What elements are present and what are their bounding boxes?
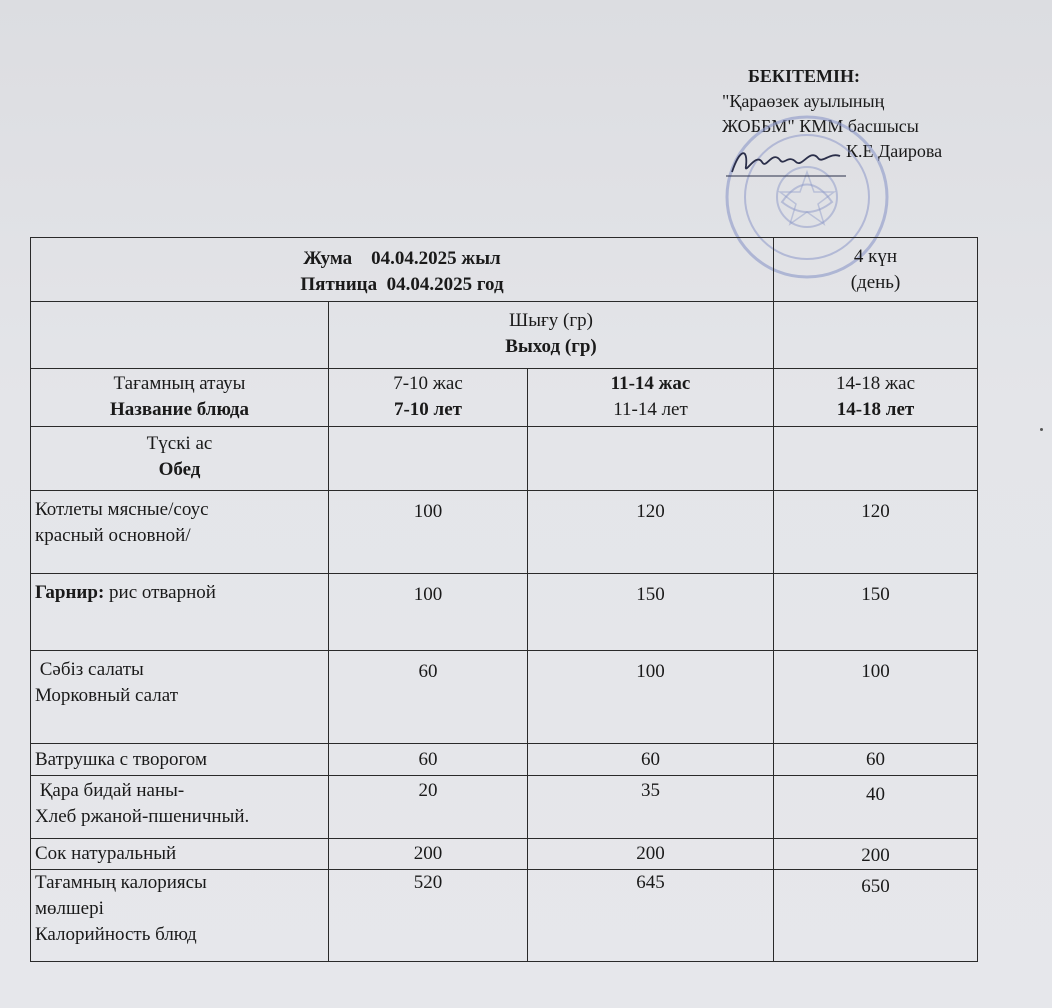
age-14-18-header: [774, 369, 978, 427]
table-row: [31, 870, 978, 962]
dish-line: Котлеты мясные/соус: [35, 499, 209, 520]
date-kz: Жума 04.04.2025 жыл: [303, 248, 501, 269]
table-row: [31, 491, 978, 574]
portion-11-14: 100: [528, 651, 774, 744]
meal-kz: Түскі ас: [146, 433, 213, 454]
portion-14-18: 100: [774, 651, 978, 744]
dish-line: Сок натуральный: [35, 843, 177, 864]
portion-11-14: 60: [528, 744, 774, 776]
portion-7-10: 100: [329, 574, 528, 651]
empty-cell: [528, 427, 774, 491]
age-11-14-ru: 11-14 лет: [613, 399, 688, 420]
age-11-14-header: [528, 369, 774, 427]
approval-signer: К.Е Даирова: [846, 141, 943, 161]
portion-11-14: 645: [528, 870, 774, 962]
approval-line-1: "Қараөзек ауылының: [722, 91, 885, 111]
dish-name-header-ru: Название блюда: [110, 399, 249, 420]
output-ru: Выход (гр): [505, 336, 597, 357]
portion-14-18: 60: [774, 744, 978, 776]
menu-table: [30, 237, 978, 962]
table-row: [31, 574, 978, 651]
dish-line: Калорийность блюд: [35, 924, 197, 945]
portion-14-18: 120: [774, 491, 978, 574]
empty-cell: [329, 427, 528, 491]
dish-name: [31, 574, 329, 651]
dish-name: [31, 870, 329, 962]
portion-7-10: 100: [329, 491, 528, 574]
output-cell: [329, 302, 774, 369]
empty-cell: [774, 427, 978, 491]
portion-14-18: 650: [774, 870, 978, 962]
portion-7-10: 200: [329, 839, 528, 870]
portion-14-18: 200: [774, 839, 978, 870]
meal-cell: [31, 427, 329, 491]
portion-11-14: 150: [528, 574, 774, 651]
portion-14-18: 150: [774, 574, 978, 651]
dish-line: рис отварной: [104, 582, 216, 603]
age-7-10-kz: 7-10 жас: [393, 373, 463, 394]
age-14-18-ru: 14-18 лет: [836, 399, 915, 420]
dish-prefix: Гарнир:: [35, 582, 105, 603]
meal-ru: Обед: [158, 459, 201, 480]
date-cell: [31, 238, 774, 302]
portion-7-10: 60: [329, 651, 528, 744]
portion-7-10: 60: [329, 744, 528, 776]
approval-title: БЕКІТЕМІН:: [748, 66, 860, 86]
dish-line: Хлеб ржаной-пшеничный.: [35, 806, 250, 827]
empty-cell: [774, 302, 978, 369]
table-row: [31, 651, 978, 744]
meal-row: [31, 427, 978, 491]
age-14-18-kz: 14-18 жас: [835, 373, 916, 394]
dish-line: Морковный салат: [35, 685, 179, 706]
date-ru: Пятница 04.04.2025 год: [300, 274, 504, 295]
age-7-10-header: [329, 369, 528, 427]
dish-name: [31, 491, 329, 574]
table-row: [31, 839, 978, 870]
portion-7-10: 20: [329, 776, 528, 839]
output-kz: Шығу (гр): [509, 310, 593, 331]
portion-11-14: 200: [528, 839, 774, 870]
table-row: [31, 744, 978, 776]
signature-icon: [726, 140, 846, 180]
dish-name-header: [31, 369, 329, 427]
portion-11-14: 35: [528, 776, 774, 839]
dish-name: [31, 651, 329, 744]
day-number-kz: 4 күн: [853, 246, 898, 267]
dish-line: Тағамның калориясы: [35, 872, 207, 893]
paper-speck: [1040, 428, 1043, 431]
dish-name: [31, 776, 329, 839]
approval-line-2: ЖОББМ" КММ басшысы: [722, 116, 919, 136]
day-number-ru: (день): [850, 272, 901, 293]
dish-line: Қара бидай наны-: [35, 780, 185, 801]
dish-line: Сәбіз салаты: [35, 659, 144, 680]
dish-name: [31, 744, 329, 776]
dish-line: красный основной/: [35, 525, 191, 546]
dish-name-header-kz: Тағамның атауы: [113, 373, 246, 394]
column-header-row: [31, 369, 978, 427]
age-11-14-kz: 11-14 жас: [610, 373, 691, 394]
date-row: [31, 238, 978, 302]
empty-cell: [31, 302, 329, 369]
dish-name: [31, 839, 329, 870]
portion-11-14: 120: [528, 491, 774, 574]
day-number-cell: [774, 238, 978, 302]
portion-14-18: 40: [774, 776, 978, 839]
table-row: [31, 776, 978, 839]
output-row: [31, 302, 978, 369]
dish-line: мөлшері: [35, 898, 104, 919]
dish-line: Ватрушка с творогом: [35, 749, 207, 770]
portion-7-10: 520: [329, 870, 528, 962]
age-7-10-ru: 7-10 лет: [393, 399, 462, 420]
